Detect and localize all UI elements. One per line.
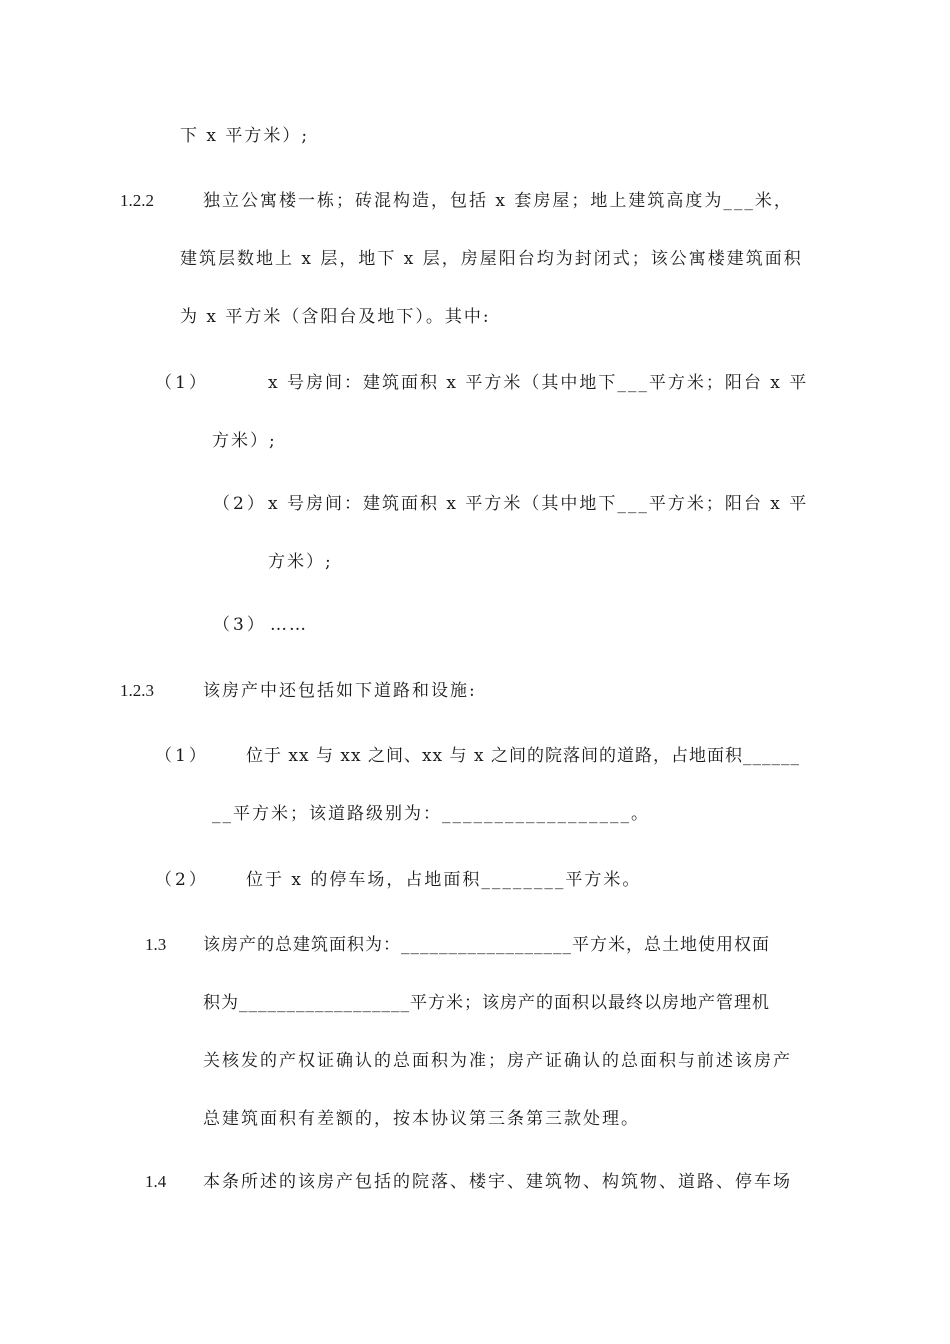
text-line: 本条所述的该房产包括的院落、楼宇、建筑物、构筑物、道路、停车场 (203, 1172, 792, 1192)
text-line: x 号房间：建筑面积 x 平方米（其中地下___平方米；阳台 x 平 (268, 373, 809, 393)
text-line: 位于 x 的停车场，占地面积________平方米。 (246, 870, 642, 890)
item-marker: （3） (213, 615, 267, 635)
text-line: 位于 xx 与 xx 之间、xx 与 x 之间的院落间的道路，占地面积______ (246, 746, 800, 766)
text-line: 为 x 平方米（含阳台及地下）。其中: (180, 307, 491, 327)
clause-number: 1.4 (145, 1172, 167, 1191)
clause-number: 1.2.3 (120, 681, 154, 700)
item-marker: （2） (213, 494, 267, 514)
text-line: 方米）; (268, 552, 333, 572)
item-marker: （1） (155, 373, 209, 393)
text-line: 独立公寓楼一栋；砖混构造，包括 x 套房屋；地上建筑高度为___米， (203, 191, 793, 211)
text-line: 下 x 平方米）; (180, 126, 310, 146)
text-line: 总建筑面积有差额的，按本协议第三条第三款处理。 (203, 1109, 640, 1129)
text-line: 建筑层数地上 x 层，地下 x 层，房屋阳台均为封闭式；该公寓楼建筑面积 (180, 249, 803, 269)
text-line: 方米）; (212, 431, 277, 451)
text-line: __平方米；该道路级别为：__________________。 (212, 804, 650, 824)
text-line: …… (270, 615, 308, 635)
clause-number: 1.2.2 (120, 191, 154, 210)
item-marker: （2） (155, 870, 209, 890)
text-line: 该房产中还包括如下道路和设施: (203, 681, 477, 701)
text-line: 该房产的总建筑面积为：__________________平方米，总土地使用权面 (203, 935, 770, 955)
item-marker: （1） (155, 746, 209, 766)
text-line: x 号房间：建筑面积 x 平方米（其中地下___平方米；阳台 x 平 (268, 494, 809, 514)
clause-number: 1.3 (145, 935, 167, 954)
text-line: 关核发的产权证确认的总面积为准；房产证确认的总面积与前述该房产 (203, 1051, 792, 1071)
text-line: 积为__________________平方米；该房产的面积以最终以房地产管理机 (203, 993, 770, 1013)
